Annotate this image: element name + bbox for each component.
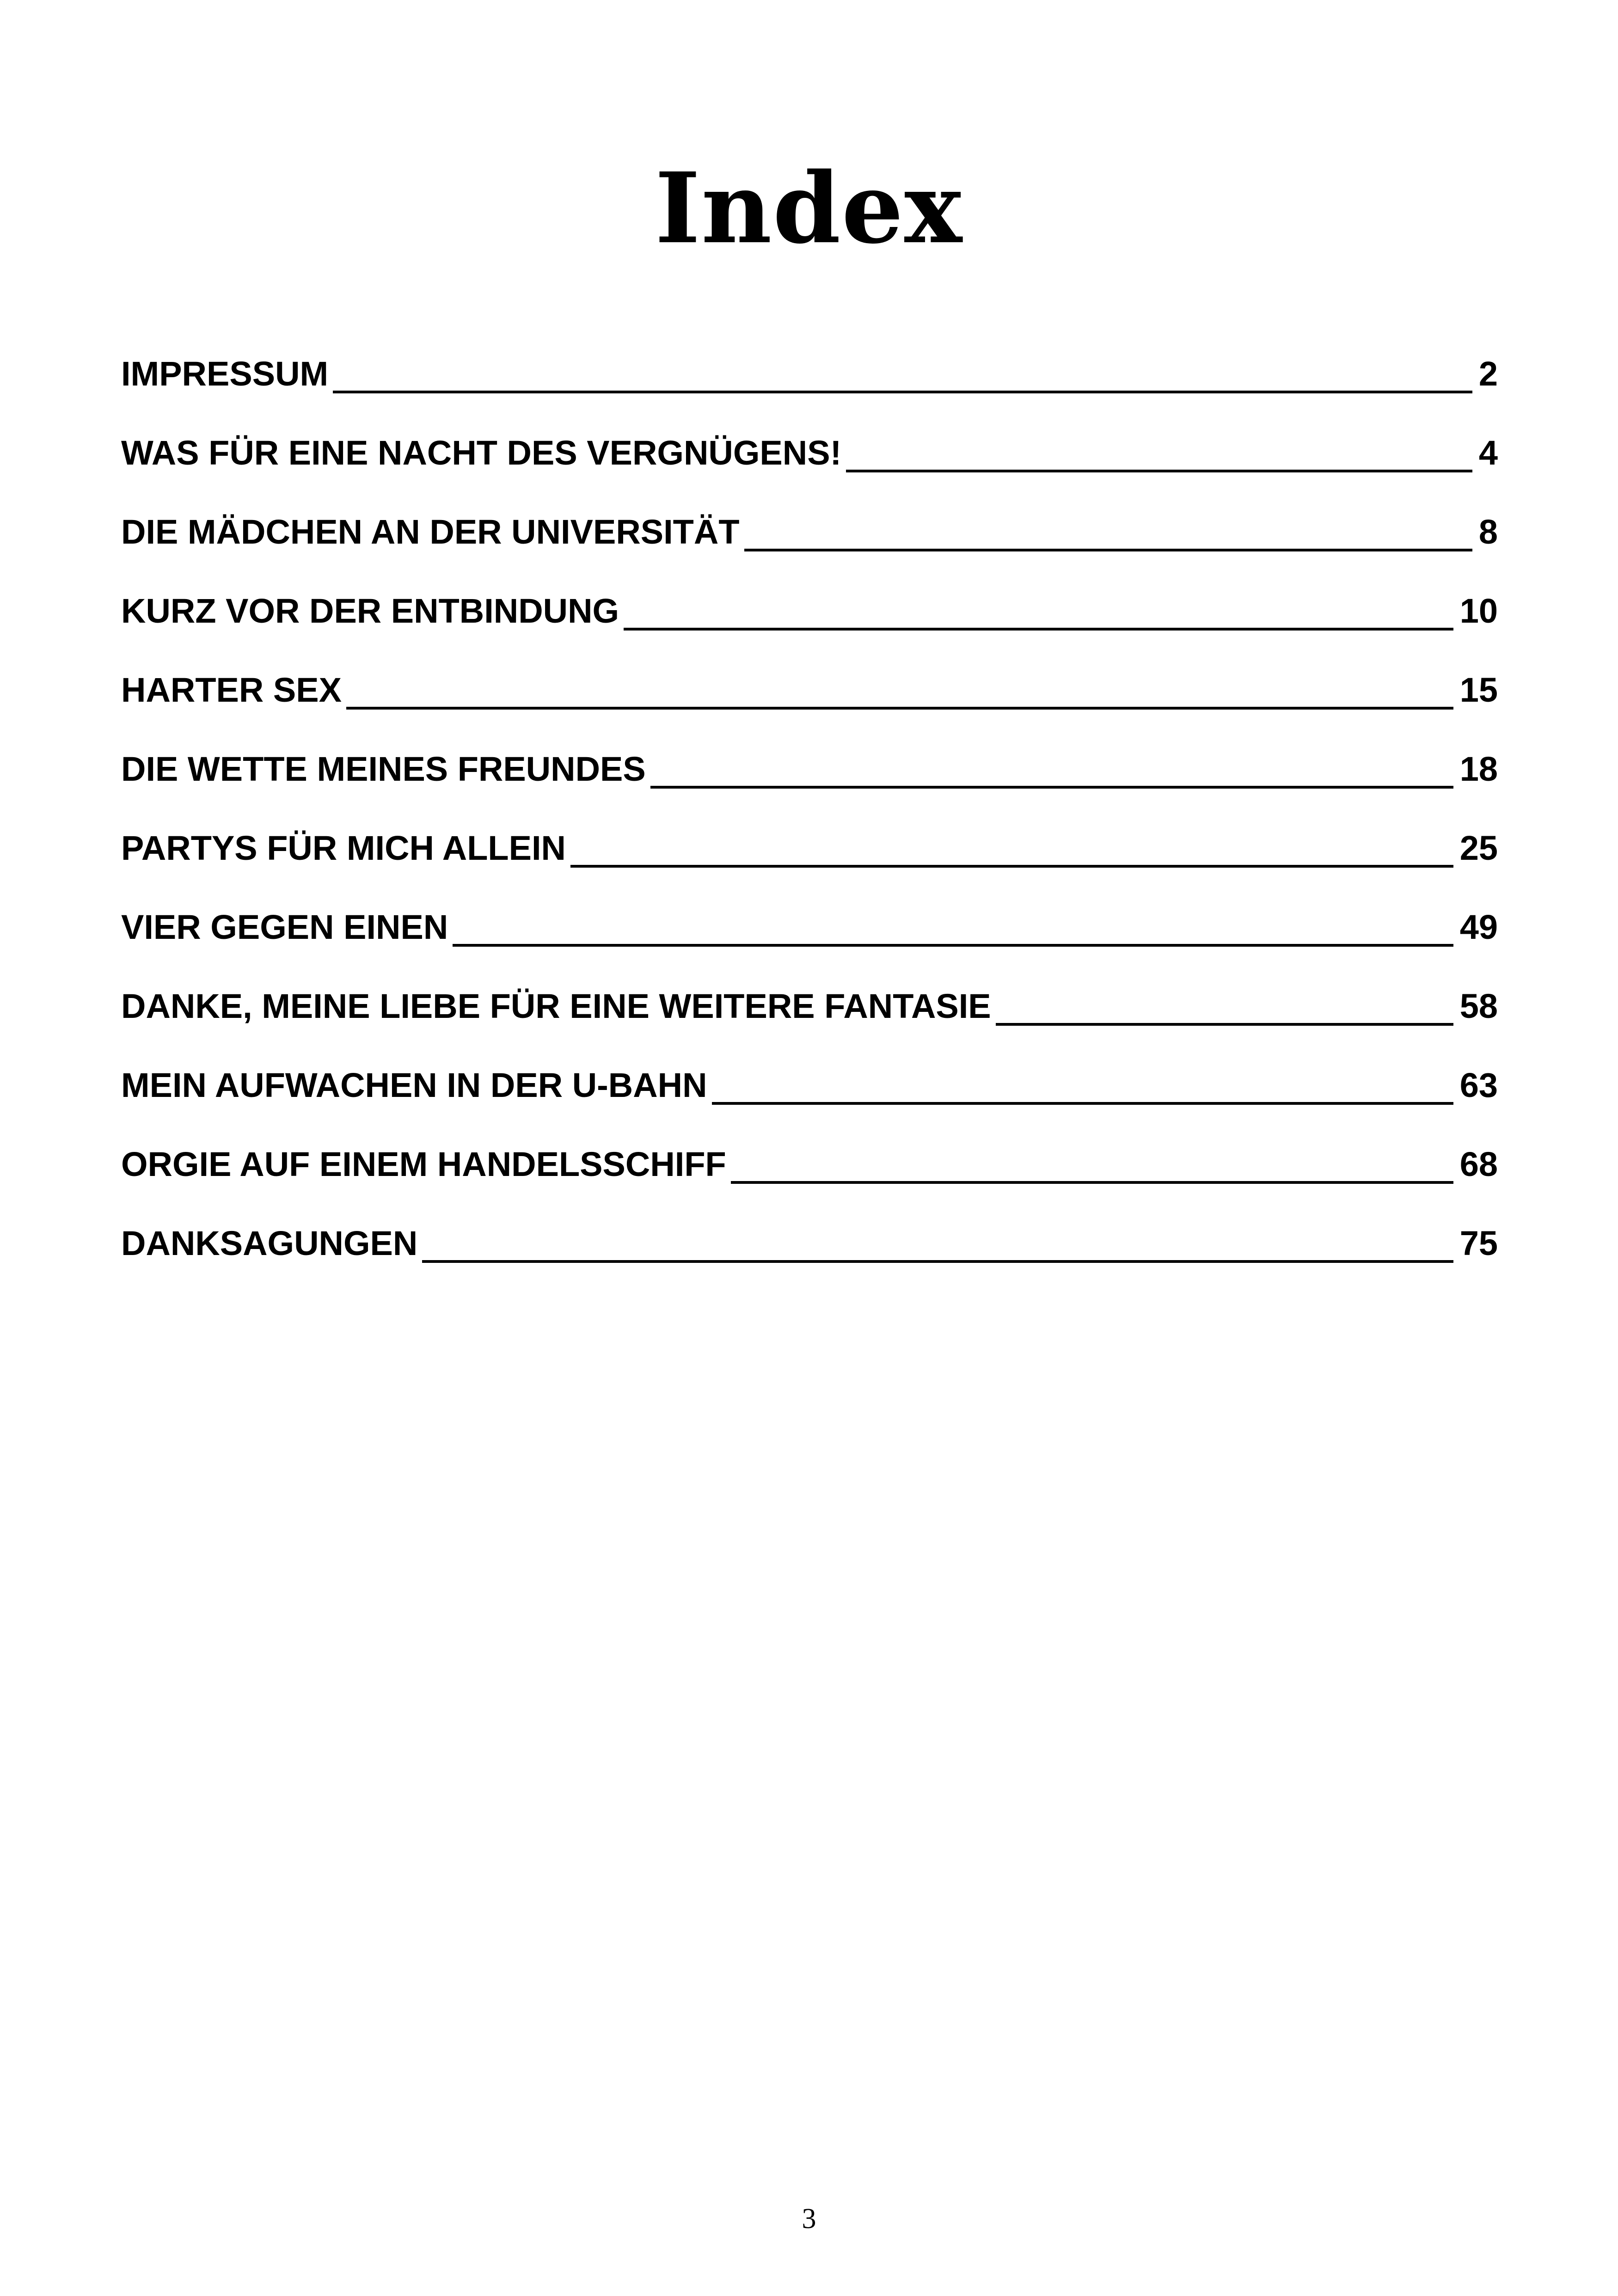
toc-entry-was-fur-eine-nacht[interactable] — [121, 403, 1498, 482]
toc-entry-title: IMPRESSUM — [121, 355, 329, 393]
table-of-contents — [121, 324, 1498, 1272]
toc-entry-title: MEIN AUFWACHEN IN DER U-BAHN — [121, 1066, 707, 1104]
toc-entry-title: ORGIE AUF EINEM HANDELSSCHIFF — [121, 1145, 726, 1183]
toc-leader-line — [453, 943, 1453, 947]
toc-entry-danksagungen[interactable] — [121, 1193, 1498, 1272]
toc-leader-line — [422, 1260, 1453, 1263]
toc-entry-title: DANKSAGUNGEN — [121, 1224, 418, 1262]
toc-entry-title: PARTYS FÜR MICH ALLEIN — [121, 829, 566, 867]
toc-entry-title: VIER GEGEN EINEN — [121, 908, 448, 946]
toc-entry-page: 68 — [1459, 1145, 1498, 1183]
toc-entry-page: 49 — [1459, 908, 1498, 946]
toc-leader-line — [996, 1022, 1453, 1026]
toc-entry-orgie[interactable] — [121, 1114, 1498, 1193]
toc-entry-kurz-vor-der-entbindung[interactable] — [121, 561, 1498, 640]
toc-entry-page: 4 — [1478, 434, 1498, 472]
toc-entry-title: WAS FÜR EINE NACHT DES VERGNÜGENS! — [121, 434, 842, 472]
toc-entry-page: 25 — [1459, 829, 1498, 867]
toc-entry-impressum[interactable] — [121, 324, 1498, 403]
toc-entry-danke-meine-liebe[interactable] — [121, 956, 1498, 1035]
toc-entry-page: 15 — [1459, 671, 1498, 709]
toc-entry-mein-aufwachen[interactable] — [121, 1035, 1498, 1114]
toc-leader-line — [846, 469, 1472, 472]
toc-entry-die-madchen[interactable] — [121, 482, 1498, 561]
toc-entry-page: 8 — [1478, 513, 1498, 551]
toc-entry-title: DIE MÄDCHEN AN DER UNIVERSITÄT — [121, 513, 740, 551]
toc-entry-vier-gegen-einen[interactable] — [121, 877, 1498, 956]
toc-entry-page: 75 — [1459, 1224, 1498, 1262]
toc-entry-title: DIE WETTE MEINES FREUNDES — [121, 750, 646, 788]
toc-entry-title: HARTER SEX — [121, 671, 342, 709]
toc-entry-page: 10 — [1459, 592, 1498, 630]
toc-entry-page: 63 — [1459, 1066, 1498, 1104]
toc-leader-line — [333, 390, 1472, 393]
toc-leader-line — [624, 627, 1453, 631]
toc-entry-harter-sex[interactable] — [121, 640, 1498, 719]
toc-leader-line — [712, 1102, 1453, 1105]
page-title: Index — [655, 151, 963, 265]
toc-leader-line — [744, 548, 1472, 551]
toc-entry-title: DANKE, MEINE LIEBE FÜR EINE WEITERE FANTASIE — [121, 987, 991, 1025]
toc-leader-line — [650, 785, 1453, 789]
toc-leader-line — [570, 864, 1453, 868]
toc-leader-line — [731, 1181, 1453, 1184]
toc-leader-line — [346, 706, 1453, 710]
toc-entry-page: 58 — [1459, 987, 1498, 1025]
toc-entry-title: KURZ VOR DER ENTBINDUNG — [121, 592, 619, 630]
toc-entry-partys[interactable] — [121, 798, 1498, 877]
toc-entry-page: 18 — [1459, 750, 1498, 788]
toc-entry-die-wette[interactable] — [121, 719, 1498, 798]
toc-entry-page: 2 — [1478, 355, 1498, 393]
page-number: 3 — [802, 2203, 816, 2235]
